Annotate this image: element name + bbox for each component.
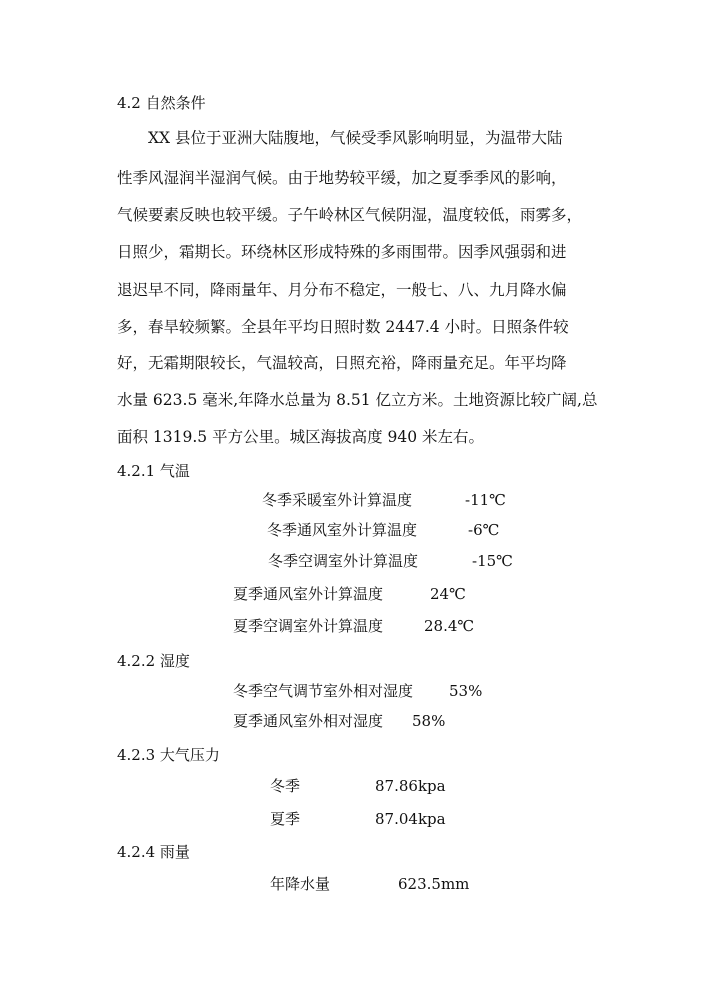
subsection-title-humidity: 4.2.2 湿度 [117,652,190,670]
paragraph-line: 退迟早不同，降雨量年、月分布不稳定，一般七、八、九月降水偏 [117,281,567,299]
temperature-value: -11℃ [465,491,506,509]
paragraph-line: 面积 1319.5 平方公里。城区海拔高度 940 米左右。 [117,428,485,446]
humidity-label: 冬季空气调节室外相对湿度 [233,682,414,700]
temperature-label: 冬季通风室外计算温度 [267,521,418,539]
temperature-value: -15℃ [472,552,513,570]
temperature-label: 冬季采暖室外计算温度 [262,491,413,509]
rainfall-label: 年降水量 [270,875,331,893]
section-title: 4.2 自然条件 [117,94,206,112]
paragraph-line: XX 县位于亚洲大陆腹地，气候受季风影响明显，为温带大陆 [148,129,563,147]
pressure-label: 冬季 [270,777,301,795]
subsection-title-temperature: 4.2.1 气温 [117,462,190,480]
temperature-value: -6℃ [468,521,500,539]
temperature-label: 冬季空调室外计算温度 [268,552,419,570]
pressure-value: 87.86kpa [375,777,446,795]
pressure-value: 87.04kpa [375,810,446,828]
temperature-label: 夏季通风室外计算温度 [233,585,384,603]
temperature-value: 28.4℃ [424,617,475,635]
humidity-label: 夏季通风室外相对湿度 [233,712,384,730]
paragraph-line: 好，无霜期限较长，气温较高，日照充裕，降雨量充足。年平均降 [117,354,567,372]
humidity-value: 58% [412,712,446,730]
temperature-value: 24℃ [430,585,466,603]
paragraph-line: 水量 623.5 毫米,年降水总量为 8.51 亿立方米。土地资源比较广阔,总 [117,391,598,409]
humidity-value: 53% [449,682,483,700]
pressure-label: 夏季 [270,810,301,828]
paragraph-line: 性季风湿润半湿润气候。由于地势较平缓，加之夏季季风的影响， [117,169,567,187]
paragraph-line: 气候要素反映也较平缓。子午岭林区气候阴湿，温度较低，雨雾多， [117,206,583,224]
paragraph-line: 多，春旱较频繁。全县年平均日照时数 2447.4 小时。日照条件较 [117,318,569,336]
rainfall-value: 623.5mm [398,875,470,893]
subsection-title-rainfall: 4.2.4 雨量 [117,843,190,861]
subsection-title-pressure: 4.2.3 大气压力 [117,746,220,764]
temperature-label: 夏季空调室外计算温度 [233,617,384,635]
paragraph-line: 日照少，霜期长。环绕林区形成特殊的多雨围带。因季风强弱和进 [117,243,567,261]
